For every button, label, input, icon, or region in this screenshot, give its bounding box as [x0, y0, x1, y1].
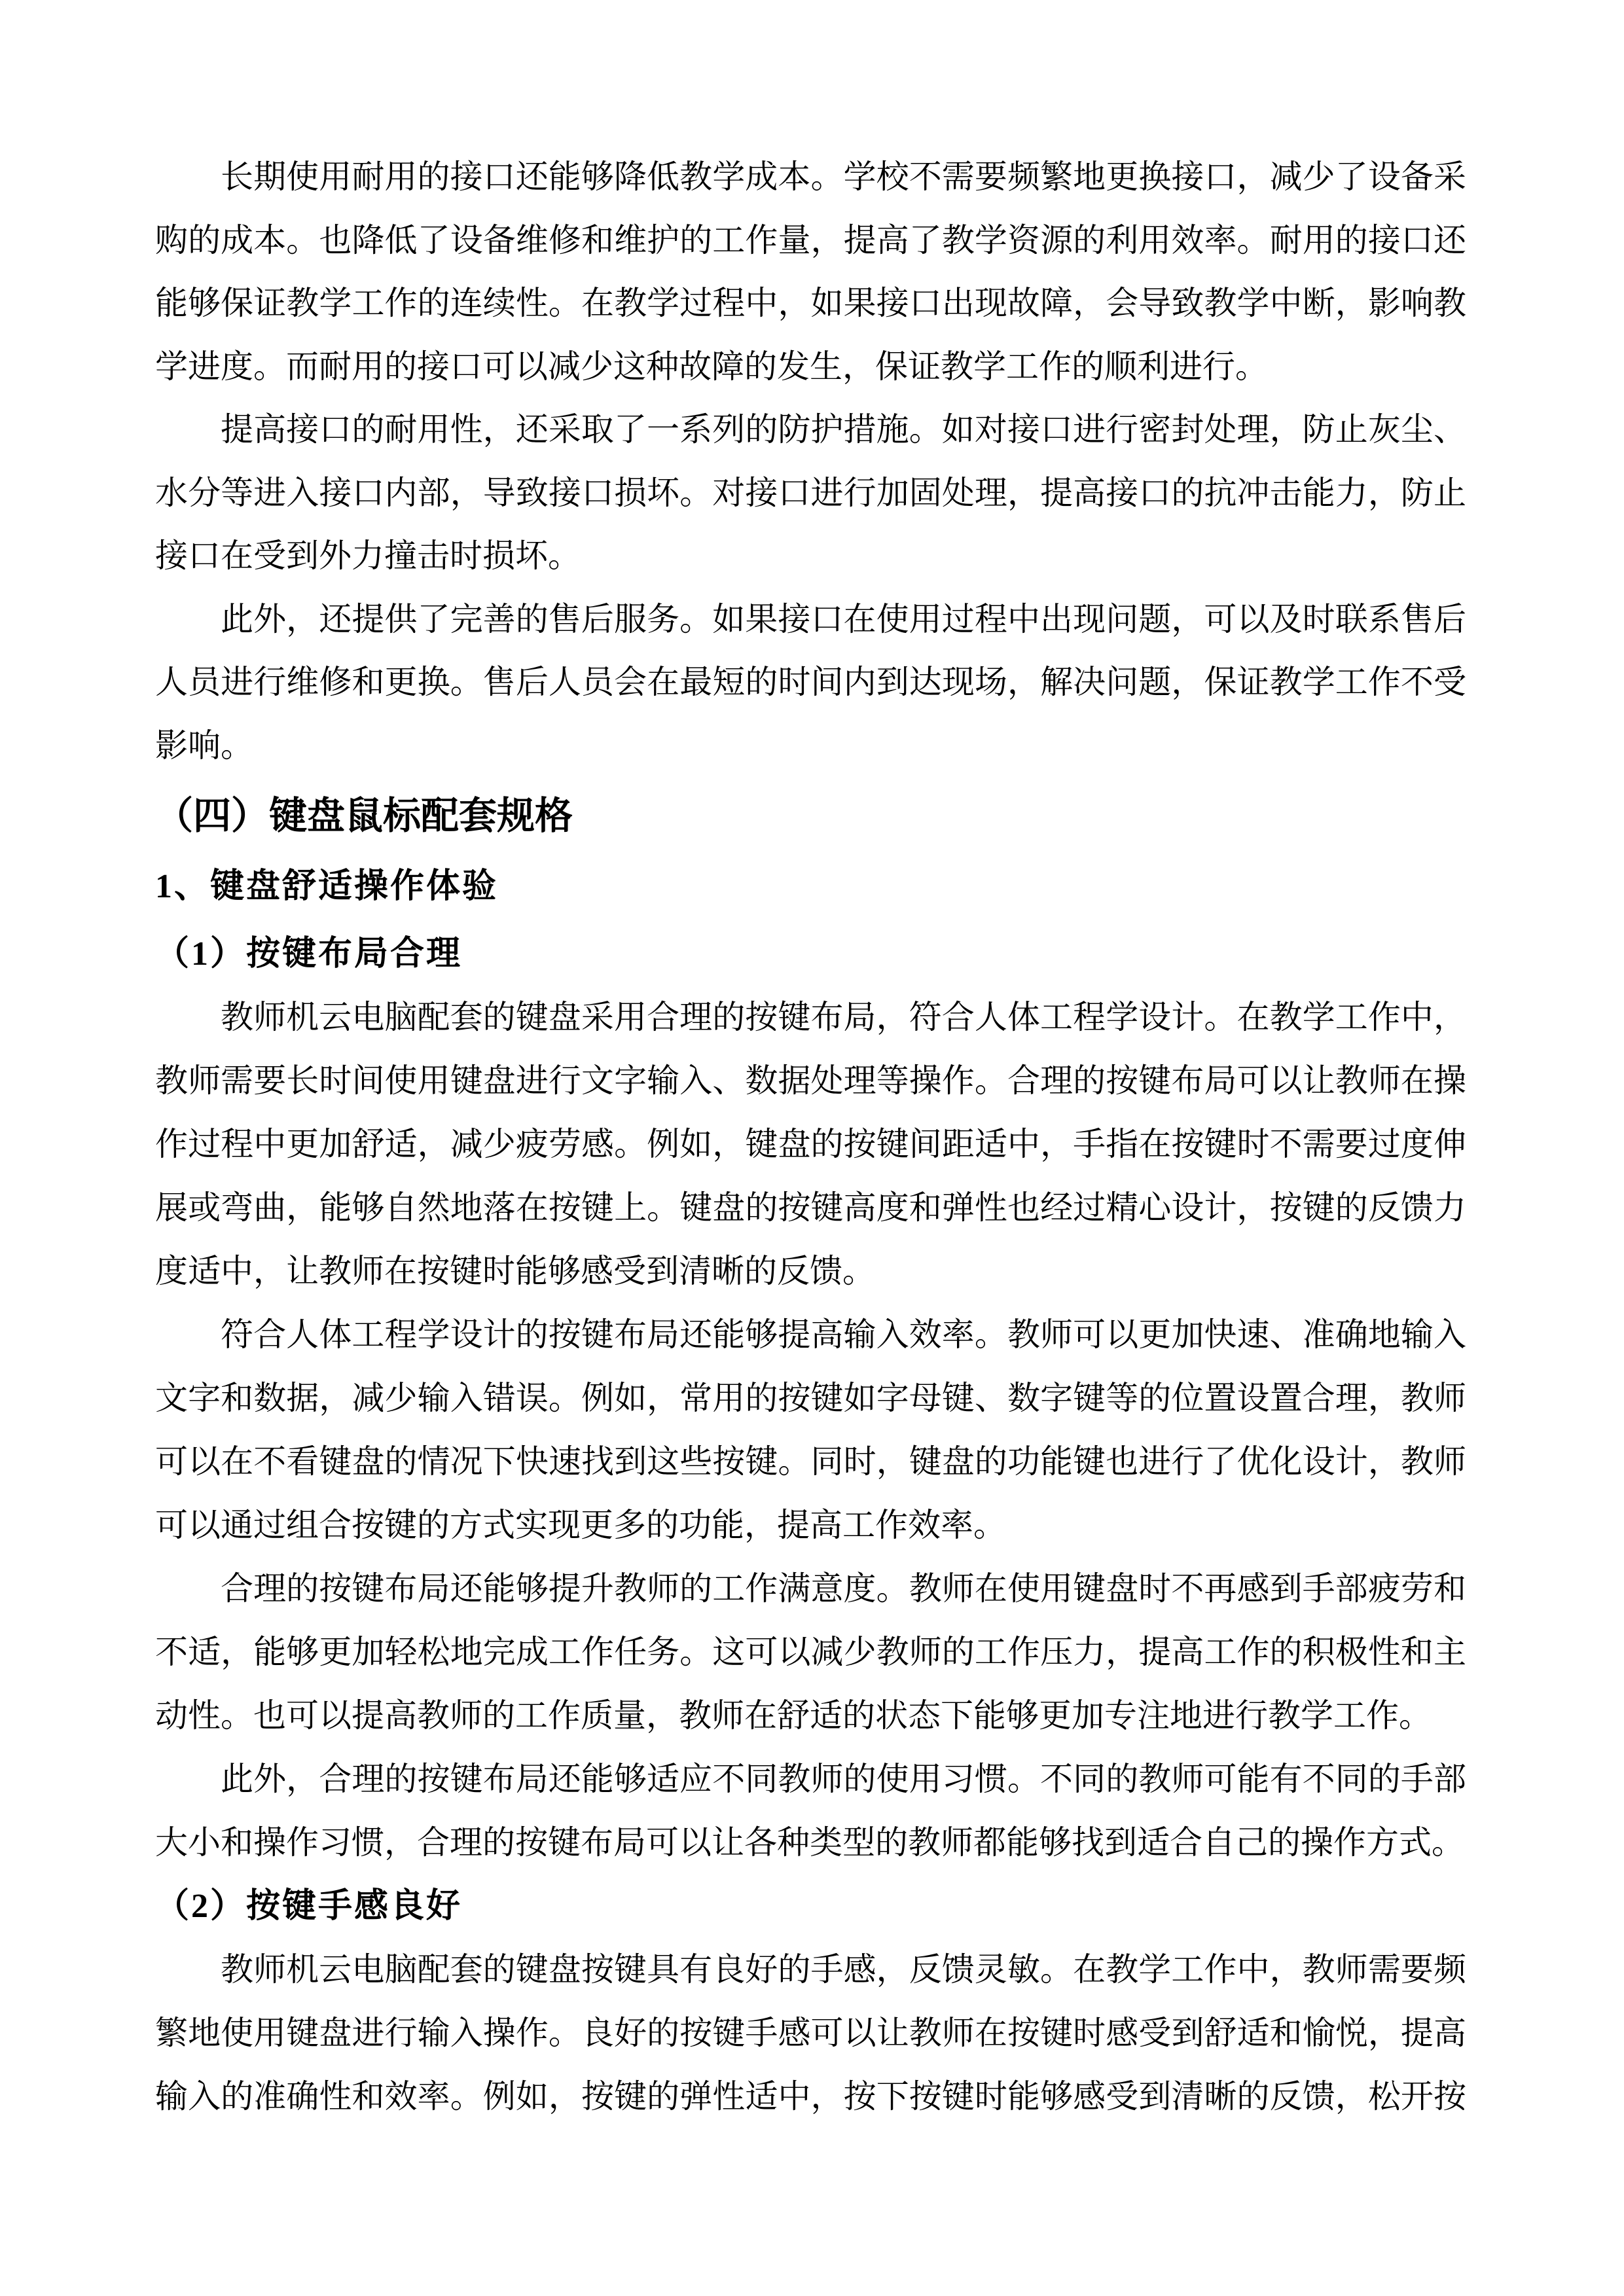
- page-content: [155, 145, 1466, 2128]
- paragraph: [155, 986, 1466, 1303]
- paragraph-line: 作过程中更加舒适，减少疲劳感。例如，键盘的按键间距适中，手指在按键时不需要过度伸: [155, 1126, 1466, 1162]
- paragraph-line: 能够保证教学工作的连续性。在教学过程中，如果接口出现故障，会导致教学中断，影响教: [155, 285, 1466, 321]
- paragraph-line: 展或弯曲，能够自然地落在按键上。键盘的按键高度和弹性也经过精心设计，按键的反馈力: [155, 1189, 1466, 1226]
- paragraph-line: 影响。: [155, 726, 253, 764]
- paragraph: [155, 1748, 1466, 1874]
- paragraph-line: 长期使用耐用的接口还能够降低教学成本。学校不需要频繁地更换接口，减少了设备采: [221, 158, 1466, 195]
- paragraph-line: 接口在受到外力撞击时损坏。: [155, 537, 581, 574]
- paragraph: [155, 398, 1466, 588]
- paragraph-line: 教师需要长时间使用键盘进行文字输入、数据处理等操作。合理的按键布局可以让教师在操: [155, 1062, 1466, 1099]
- paragraph-line: 输入的准确性和效率。例如，按键的弹性适中，按下按键时能够感受到清晰的反馈，松开按: [155, 2078, 1466, 2115]
- paragraph-line: 动性。也可以提高教师的工作质量，教师在舒适的状态下能够更加专注地进行教学工作。: [155, 1697, 1432, 1734]
- paragraph-line: 大小和操作习惯，合理的按键布局可以让各种类型的教师都能够找到适合自己的操作方式。: [155, 1824, 1464, 1861]
- paragraph: [155, 145, 1466, 398]
- paragraph-line: 度适中，让教师在按键时能够感受到清晰的反馈。: [155, 1253, 875, 1289]
- paragraph-line: 文字和数据，减少输入错误。例如，常用的按键如字母键、数字键等的位置设置合理，教师: [155, 1380, 1466, 1416]
- paragraph-line: 符合人体工程学设计的按键布局还能够提高输入效率。教师可以更加快速、准确地输入: [221, 1316, 1466, 1353]
- subsection-heading: 1、键盘舒适操作体验: [155, 868, 499, 905]
- paragraph: [155, 1938, 1466, 2128]
- paragraph-line: 不适，能够更加轻松地完成工作任务。这可以减少教师的工作压力，提高工作的积极性和主: [155, 1634, 1466, 1670]
- item-heading: （2）按键手感良好: [155, 1888, 463, 1925]
- paragraph-line: 提高接口的耐用性，还采取了一系列的防护措施。如对接口进行密封处理，防止灰尘、: [221, 411, 1466, 448]
- paragraph-line: 此外，合理的按键布局还能够适应不同教师的使用习惯。不同的教师可能有不同的手部: [221, 1761, 1466, 1797]
- paragraph-line: 此外，还提供了完善的售后服务。如果接口在使用过程中出现问题，可以及时联系售后: [221, 600, 1466, 637]
- paragraph: [155, 588, 1466, 778]
- paragraph-line: 繁地使用键盘进行输入操作。良好的按键手感可以让教师在按键时感受到舒适和愉悦，提高: [155, 2015, 1466, 2051]
- subsection-body: [155, 922, 1466, 2128]
- paragraph: [155, 1557, 1466, 1748]
- paragraph-line: 可以在不看键盘的情况下快速找到这些按键。同时，键盘的功能键也进行了优化设计，教师: [155, 1443, 1466, 1480]
- paragraph-line: 合理的按键布局还能够提升教师的工作满意度。教师在使用键盘时不再感到手部疲劳和: [221, 1570, 1466, 1607]
- paragraph: [155, 1303, 1466, 1557]
- paragraph-line: 人员进行维修和更换。售后人员会在最短的时间内到达现场，解决问题，保证教学工作不受: [155, 664, 1466, 700]
- item-heading: （1）按键布局合理: [155, 935, 463, 973]
- paragraph-line: 教师机云电脑配套的键盘按键具有良好的手感，反馈灵敏。在教学工作中，教师需要频: [221, 1951, 1466, 1988]
- paragraph-line: 购的成本。也降低了设备维修和维护的工作量，提高了教学资源的利用效率。耐用的接口还: [155, 221, 1466, 259]
- paragraph-line: 可以通过组合按键的方式实现更多的功能，提高工作效率。: [155, 1507, 1006, 1543]
- paragraph-line: 水分等进入接口内部，导致接口损坏。对接口进行加固处理，提高接口的抗冲击能力，防止: [155, 474, 1466, 511]
- section-heading: （四）键盘鼠标配套规格: [155, 795, 573, 837]
- paragraph-line: 教师机云电脑配套的键盘采用合理的按键布局，符合人体工程学设计。在教学工作中，: [221, 999, 1466, 1035]
- paragraph-line: 学进度。而耐用的接口可以减少这种故障的发生，保证教学工作的顺利进行。: [155, 348, 1268, 385]
